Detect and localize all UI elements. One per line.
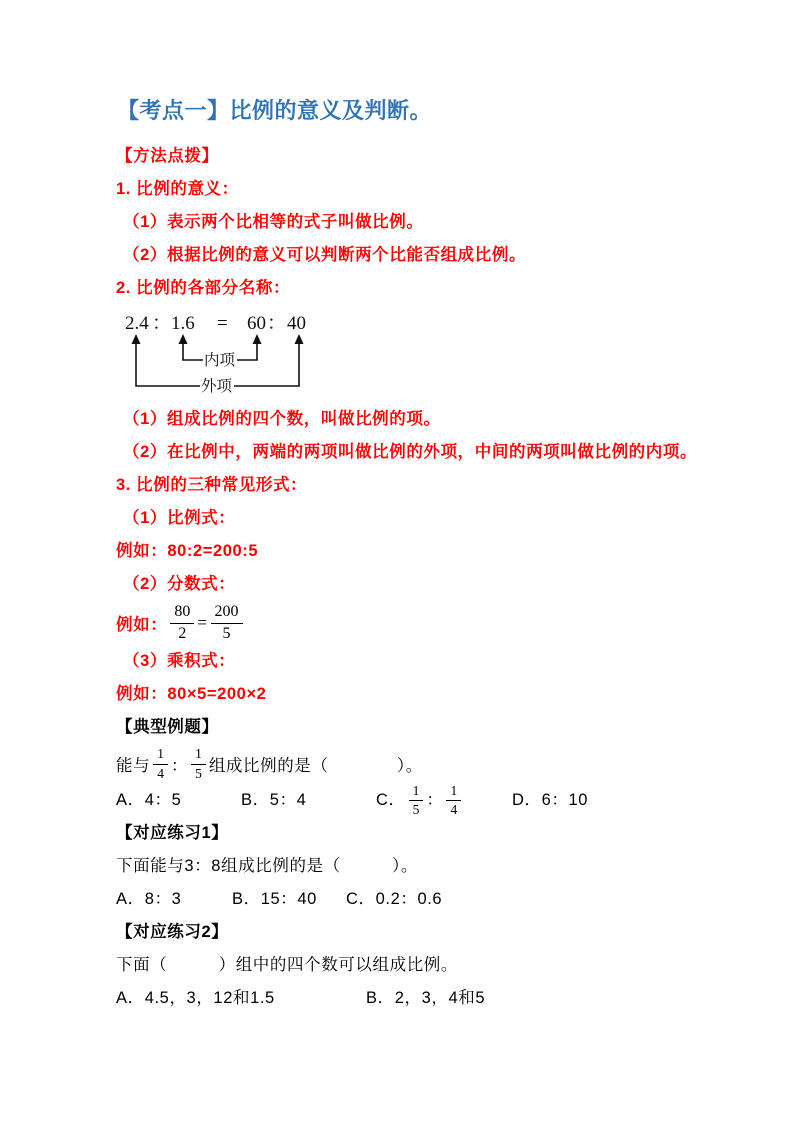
practice-2-question: 下面（ ）组中的四个数可以组成比例。: [116, 956, 458, 975]
practice-2-option-a: A．4.5，3，12和1.5: [116, 989, 275, 1008]
question-text-pre: 能与: [116, 757, 151, 775]
method-point-1-item-1: （1）表示两个比相等的式子叫做比例。: [123, 213, 424, 231]
form-1-example-label: 例如：: [116, 542, 168, 560]
form-1-title: （1）比例式：: [123, 509, 236, 527]
form-3-example-label: 例如：: [116, 685, 168, 703]
form-2-example: [116, 601, 735, 645]
method-point-1-title: 1. 比例的意义：: [116, 180, 239, 198]
outer-right-arrow-icon: [295, 334, 304, 344]
form-2-example-label: 例如：: [116, 616, 168, 634]
method-section-title: 【方法点拨】: [116, 147, 219, 165]
fraction-equals-sign: =: [197, 613, 208, 632]
outer-left-arrow-icon: [132, 334, 141, 344]
practice-2-option-b: B．2，3，4和5: [366, 989, 486, 1008]
option-c-fraction-1-5: $\frac{1}{5}$: [409, 784, 424, 817]
inner-left-arrow-icon: [179, 334, 188, 344]
form-3-example: [116, 678, 735, 711]
option-c-fraction-1-4: $\frac{1}{4}$: [446, 784, 461, 817]
practice-1-title: 【对应练习1】: [116, 824, 229, 843]
fraction-200-5: $\frac{200}{5}$: [211, 604, 243, 643]
proportion-diagram-svg: [123, 311, 338, 403]
diagram-term-2: 1.6: [171, 313, 195, 334]
diagram-term-1: 2.4: [125, 313, 149, 334]
form-1-example: [116, 535, 735, 568]
diagram-term-4: 40: [287, 313, 306, 334]
option-c: [376, 784, 512, 817]
typical-example-options: [116, 784, 735, 817]
diagram-term-3: 60: [247, 313, 266, 334]
form-1-example-equation: 80:2=200:5: [167, 542, 259, 560]
fraction-80-2: $\frac{80}{2}$: [170, 604, 194, 643]
fraction-1-5: $\frac{1}{5}$: [191, 747, 206, 780]
practice-1-question: 下面能与3：8组成比例的是（ ）。: [116, 857, 419, 876]
question-ratio-colon: ：: [170, 757, 189, 775]
practice-1-option-b: B．15：40: [232, 890, 317, 909]
option-c-colon: ：: [426, 791, 444, 810]
option-a: A．4：5: [116, 791, 182, 810]
practice-2-title: 【对应练习2】: [116, 923, 229, 942]
diagram-colon-1: ：: [152, 313, 172, 334]
practice-1-options: [116, 883, 735, 916]
method-point-2-title: 2. 比例的各部分名称：: [116, 279, 291, 297]
method-point-2-item-2: （2）在比例中，两端的两项叫做比例的外项，中间的两项叫做比例的内项。: [123, 443, 698, 461]
inner-terms-label: 内项: [204, 352, 236, 369]
practice-1-option-c: C．0.2：0.6: [346, 890, 443, 909]
typical-example-question: [116, 744, 735, 784]
method-point-1-item-2: （2）根据比例的意义可以判断两个比能否组成比例。: [123, 246, 527, 264]
form-2-title: （2）分数式：: [123, 575, 236, 593]
form-3-title: （3）乘积式：: [123, 652, 236, 670]
option-c-label: C．: [376, 791, 406, 810]
typical-example-title: 【典型例题】: [116, 718, 219, 736]
option-d: D．6：10: [512, 791, 589, 810]
question-text-post: 组成比例的是（ ）。: [208, 757, 423, 775]
form-3-example-equation: 80×5=200×2: [167, 685, 267, 703]
inner-right-arrow-icon: [253, 334, 262, 344]
proportion-terms-diagram: [123, 311, 735, 403]
method-point-3-title: 3. 比例的三种常见形式：: [116, 476, 308, 494]
option-b: B．5：4: [241, 791, 307, 810]
fraction-1-4: $\frac{1}{4}$: [153, 747, 168, 780]
diagram-equals: =: [217, 313, 228, 334]
outer-terms-label: 外项: [201, 378, 233, 395]
main-heading: 【考点一】比例的意义及判断。: [117, 98, 433, 123]
diagram-colon-2: ：: [267, 313, 287, 334]
method-point-2-item-1: （1）组成比例的四个数，叫做比例的项。: [123, 410, 441, 428]
practice-2-options: [116, 982, 735, 1015]
practice-1-option-a: A．8：3: [116, 890, 182, 909]
